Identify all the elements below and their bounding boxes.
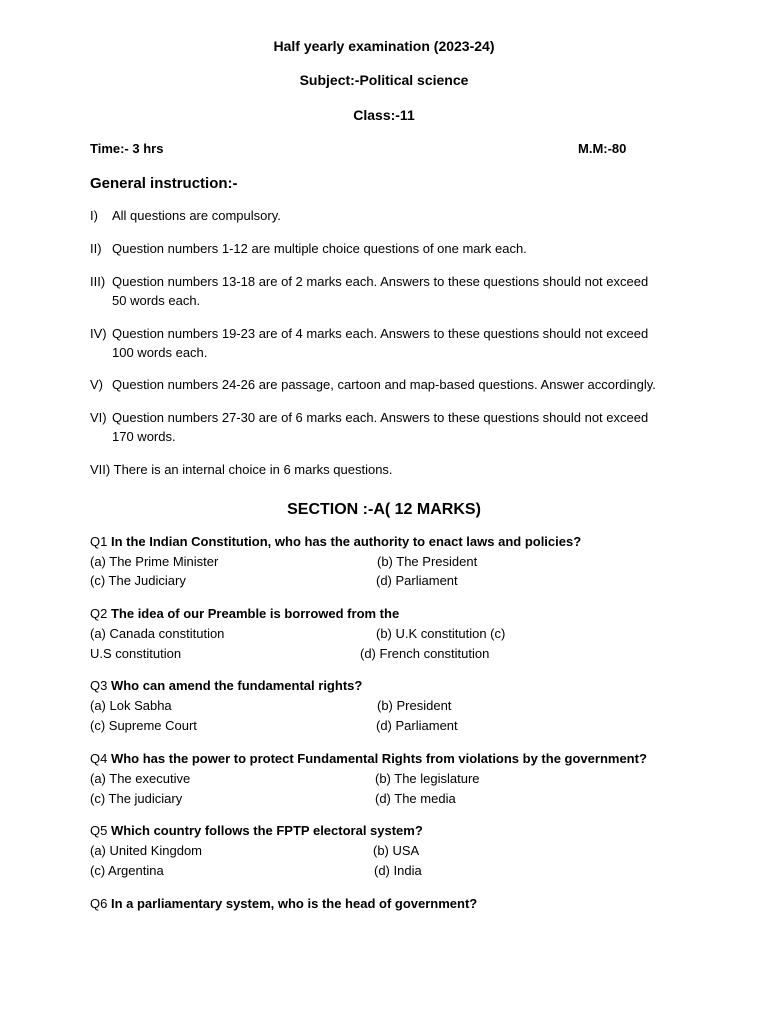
instruction-item (90, 462, 393, 478)
question-text: The idea of our Preamble is borrowed from the (110, 606, 400, 621)
question-number: Q1 (90, 534, 108, 549)
instruction-number: III) (90, 274, 106, 289)
instruction-text: There is an internal choice in 6 marks questions. (113, 462, 393, 477)
instructions-heading: General instruction:- (90, 175, 238, 192)
question-stem (90, 678, 362, 693)
time-label: Time:- 3 hrs (90, 141, 164, 156)
option-c: (c) Supreme Court (90, 718, 197, 733)
subject-line: Subject:-Political science (299, 72, 469, 88)
option-c: (c) The Judiciary (90, 573, 186, 588)
instruction-number: IV) (90, 326, 107, 341)
option-b: (b) U.K constitution (c) (376, 626, 506, 641)
instruction-number: II) (90, 241, 102, 256)
instruction-number: V) (90, 377, 103, 392)
question-number: Q3 (90, 678, 108, 693)
option-b: (b) USA (373, 843, 420, 858)
question-text: In a parliamentary system, who is the head of government? (110, 896, 478, 911)
option-b: (b) President (377, 698, 452, 713)
exam-title: Half yearly examination (2023-24) (273, 38, 495, 54)
max-marks-label: M.M:-80 (578, 141, 627, 156)
question-stem (90, 823, 423, 838)
question-number: Q6 (90, 896, 108, 911)
option-d: (d) Parliament (376, 573, 458, 588)
question-stem (90, 896, 477, 911)
question-text: In the Indian Constitution, who has the authority to enact laws and policies? (110, 534, 582, 549)
instruction-number: VI) (90, 410, 107, 425)
option-c: (c) The judiciary (90, 791, 183, 806)
option-d: (d) The media (375, 791, 456, 806)
instruction-text: Question numbers 1-12 are multiple choice questions of one mark each. (112, 241, 527, 256)
question-number: Q2 (90, 606, 108, 621)
question-text: Which country follows the FPTP electoral system? (110, 823, 423, 838)
question-text: Who can amend the fundamental rights? (110, 678, 363, 693)
option-a: (a) United Kingdom (90, 843, 202, 858)
option-a: (a) The executive (90, 771, 191, 786)
option-c: U.S constitution (90, 646, 182, 661)
question-stem (90, 534, 581, 549)
instruction-number: VII) (90, 462, 111, 477)
question-number: Q4 (90, 751, 108, 766)
option-b: (b) The legislature (375, 771, 480, 786)
option-a: (a) Canada constitution (90, 626, 225, 641)
question-stem (90, 751, 647, 766)
instruction-text: Question numbers 13-18 are of 2 marks each. Answers to these questions should not exceed 50 words each. (112, 274, 649, 308)
instruction-text: Question numbers 27-30 are of 6 marks each. Answers to these questions should not exceed 170 words. (112, 410, 649, 444)
question-number: Q5 (90, 823, 108, 838)
instruction-number: I) (90, 208, 98, 223)
option-c: (c) Argentina (90, 863, 164, 878)
question-stem (90, 606, 399, 621)
class-line: Class:-11 (353, 107, 415, 123)
question-text: Who has the power to protect Fundamental Rights from violations by the government? (110, 751, 647, 766)
option-d: (d) India (374, 863, 422, 878)
option-b: (b) The President (377, 554, 478, 569)
instruction-text: All questions are compulsory. (112, 208, 281, 223)
option-a: (a) The Prime Minister (90, 554, 219, 569)
option-d: (d) French constitution (360, 646, 490, 661)
section-a-title: SECTION :-A( 12 MARKS) (287, 501, 481, 518)
instruction-text: Question numbers 19-23 are of 4 marks each. Answers to these questions should not exceed 100 words each. (112, 326, 649, 360)
instruction-text: Question numbers 24-26 are passage, cartoon and map-based questions. Answer accordingly. (112, 377, 656, 392)
option-d: (d) Parliament (376, 718, 458, 733)
option-a: (a) Lok Sabha (90, 698, 172, 713)
